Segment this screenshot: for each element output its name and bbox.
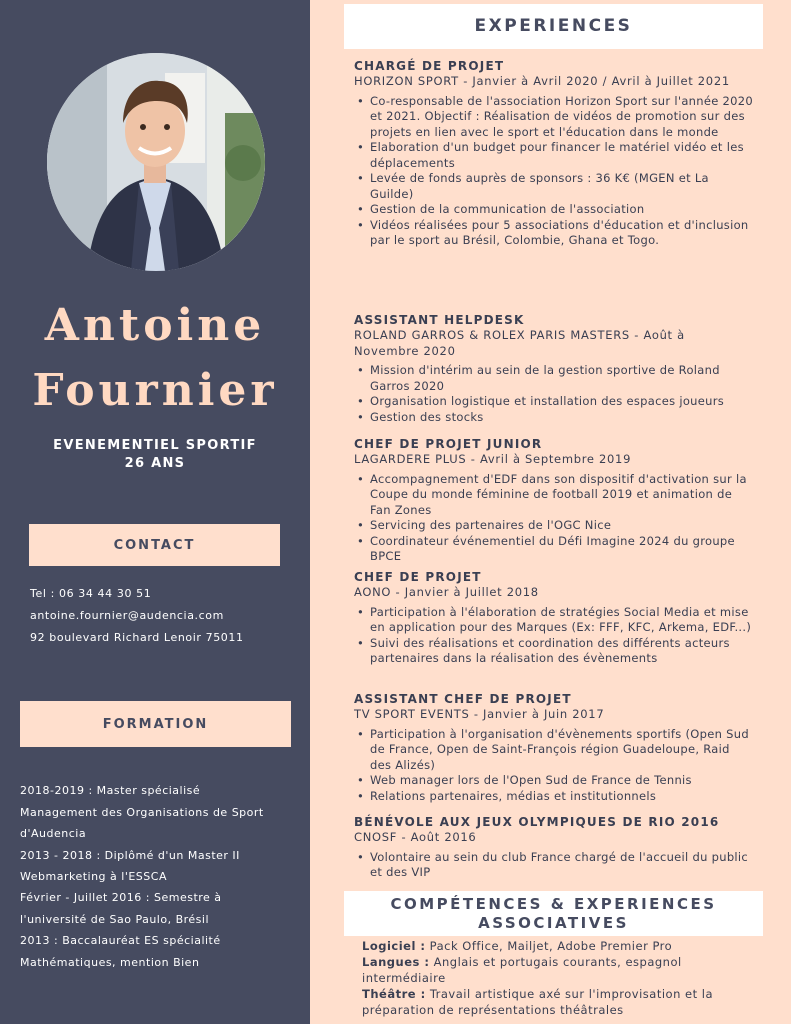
contact-email: antoine.fournier@audencia.com bbox=[30, 609, 224, 622]
skill-label: Logiciel : bbox=[362, 939, 426, 953]
job-bullet: • Volontaire au sein du club France chargé de l'accueil du public et des VIP bbox=[354, 850, 754, 881]
formation-line: 2018-2019 : Master spécialisé bbox=[20, 784, 201, 797]
first-name: Antoine bbox=[44, 300, 266, 351]
job-subtitle: LAGARDERE PLUS - Avril à Septembre 2019 bbox=[354, 452, 632, 466]
skill-label: Langues : bbox=[362, 955, 430, 969]
last-name: Fournier bbox=[32, 365, 278, 416]
job-bullet: • Gestion des stocks bbox=[354, 410, 754, 426]
experience-item bbox=[354, 691, 754, 804]
skill-label: Théâtre : bbox=[362, 987, 426, 1001]
formation-line: l'université de Sao Paulo, Brésil bbox=[20, 913, 210, 926]
job-subtitle: AONO - Janvier à Juillet 2018 bbox=[354, 585, 539, 599]
experiences-heading: EXPERIENCES bbox=[344, 4, 763, 49]
formation-line: Management des Organisations de Sport bbox=[20, 806, 264, 819]
formation-line: d'Audencia bbox=[20, 827, 87, 840]
formation-line: Webmarketing à l'ESSCA bbox=[20, 870, 167, 883]
job-bullets bbox=[354, 605, 754, 667]
formation-heading: FORMATION bbox=[20, 701, 291, 747]
job-bullet: • Levée de fonds auprès de sponsors : 36 K€ (MGEN et La Guilde) bbox=[354, 171, 754, 202]
experience-item bbox=[354, 569, 754, 667]
skills-heading-line2: ASSOCIATIVES bbox=[478, 914, 629, 932]
job-title: ASSISTANT HELPDESK bbox=[354, 313, 525, 327]
skill-text: Travail artistique axé sur l'improvisation et la préparation de représentations théâtrales bbox=[362, 987, 713, 1017]
job-bullet: • Participation à l'organisation d'évènements sportifs (Open Sud de France, Open de Saint-François région Guadeloupe, Raid des Alizés) bbox=[354, 727, 754, 774]
job-title: BÉNÉVOLE AUX JEUX OLYMPIQUES DE RIO 2016 bbox=[354, 815, 720, 829]
job-role: EVENEMENTIEL SPORTIF bbox=[53, 438, 257, 453]
job-bullet: • Elaboration d'un budget pour financer le matériel vidéo et les déplacements bbox=[354, 140, 754, 171]
skills-list bbox=[362, 938, 752, 1018]
job-bullet: • Co-responsable de l'association Horizon Sport sur l'année 2020 et 2021. Objectif : Réalisation de vidéos de promotion sur des projets en lien avec le sport et l'éducation dans le monde bbox=[354, 94, 754, 141]
formation-line: 2013 : Baccalauréat ES spécialité bbox=[20, 934, 221, 947]
experience-item bbox=[354, 814, 754, 881]
job-bullets bbox=[354, 472, 754, 565]
skill-text: Anglais et portugais courants, espagnol intermédiaire bbox=[362, 955, 682, 985]
job-bullets bbox=[354, 850, 754, 881]
job-bullets bbox=[354, 727, 754, 805]
job-bullets bbox=[354, 94, 754, 249]
skill-item bbox=[362, 938, 752, 954]
skill-item bbox=[362, 986, 752, 1018]
formation-line: Février - Juillet 2016 : Semestre à bbox=[20, 891, 222, 904]
formation-line: Mathématiques, mention Bien bbox=[20, 956, 200, 969]
contact-phone: Tel : 06 34 44 30 51 bbox=[30, 587, 152, 600]
job-subtitle: TV SPORT EVENTS - Janvier à Juin 2017 bbox=[354, 707, 605, 721]
experience-item bbox=[354, 436, 754, 565]
age: 26 ANS bbox=[124, 456, 186, 471]
job-bullet: • Gestion de la communication de l'association bbox=[354, 202, 754, 218]
contact-heading: CONTACT bbox=[29, 524, 280, 566]
job-bullet: • Mission d'intérim au sein de la gestion sportive de Roland Garros 2020 bbox=[354, 363, 754, 394]
job-bullets bbox=[354, 363, 754, 425]
profile-photo-image bbox=[47, 53, 265, 271]
job-bullet: • Coordinateur événementiel du Défi Imagine 2024 du groupe BPCE bbox=[354, 534, 754, 565]
job-bullet: • Organisation logistique et installation des espaces joueurs bbox=[354, 394, 754, 410]
job-title: CHARGÉ DE PROJET bbox=[354, 59, 505, 73]
profile-photo bbox=[47, 53, 265, 271]
job-bullet: • Web manager lors de l'Open Sud de France de Tennis bbox=[354, 773, 754, 789]
skills-heading bbox=[344, 891, 763, 936]
job-bullet: • Suivi des réalisations et coordination des différents acteurs partenaires dans la réalisation des évènements bbox=[354, 636, 754, 667]
contact-address: 92 boulevard Richard Lenoir 75011 bbox=[30, 631, 244, 644]
experience-item bbox=[354, 58, 754, 249]
job-title: CHEF DE PROJET bbox=[354, 570, 482, 584]
job-bullet: • Relations partenaires, médias et institutionnels bbox=[354, 789, 754, 805]
job-subtitle: ROLAND GARROS & ROLEX PARIS MASTERS - Août à Novembre 2020 bbox=[354, 328, 685, 358]
job-subtitle: HORIZON SPORT - Janvier à Avril 2020 / Avril à Juillet 2021 bbox=[354, 74, 730, 88]
skill-item bbox=[362, 954, 752, 986]
formation-line: 2013 - 2018 : Diplômé d'un Master II bbox=[20, 849, 240, 862]
experience-item bbox=[354, 312, 754, 425]
job-bullet: • Vidéos réalisées pour 5 associations d'éducation et d'inclusion par le sport au Brésil, Colombie, Ghana et Togo. bbox=[354, 218, 754, 249]
sidebar bbox=[0, 0, 310, 1024]
job-title: CHEF DE PROJET JUNIOR bbox=[354, 437, 543, 451]
job-bullet: • Accompagnement d'EDF dans son dispositif d'activation sur la Coupe du monde féminine de football 2019 et animation de Fan Zones bbox=[354, 472, 754, 519]
skills-heading-line1: COMPÉTENCES & EXPERIENCES bbox=[390, 895, 717, 913]
job-bullet: • Servicing des partenaires de l'OGC Nice bbox=[354, 518, 754, 534]
job-title: ASSISTANT CHEF DE PROJET bbox=[354, 692, 572, 706]
job-subtitle: CNOSF - Août 2016 bbox=[354, 830, 477, 844]
job-bullet: • Participation à l'élaboration de stratégies Social Media et mise en application pour des Marques (Ex: FFF, KFC, Arkema, EDF...) bbox=[354, 605, 754, 636]
skill-text: Pack Office, Mailjet, Adobe Premier Pro bbox=[425, 939, 673, 953]
